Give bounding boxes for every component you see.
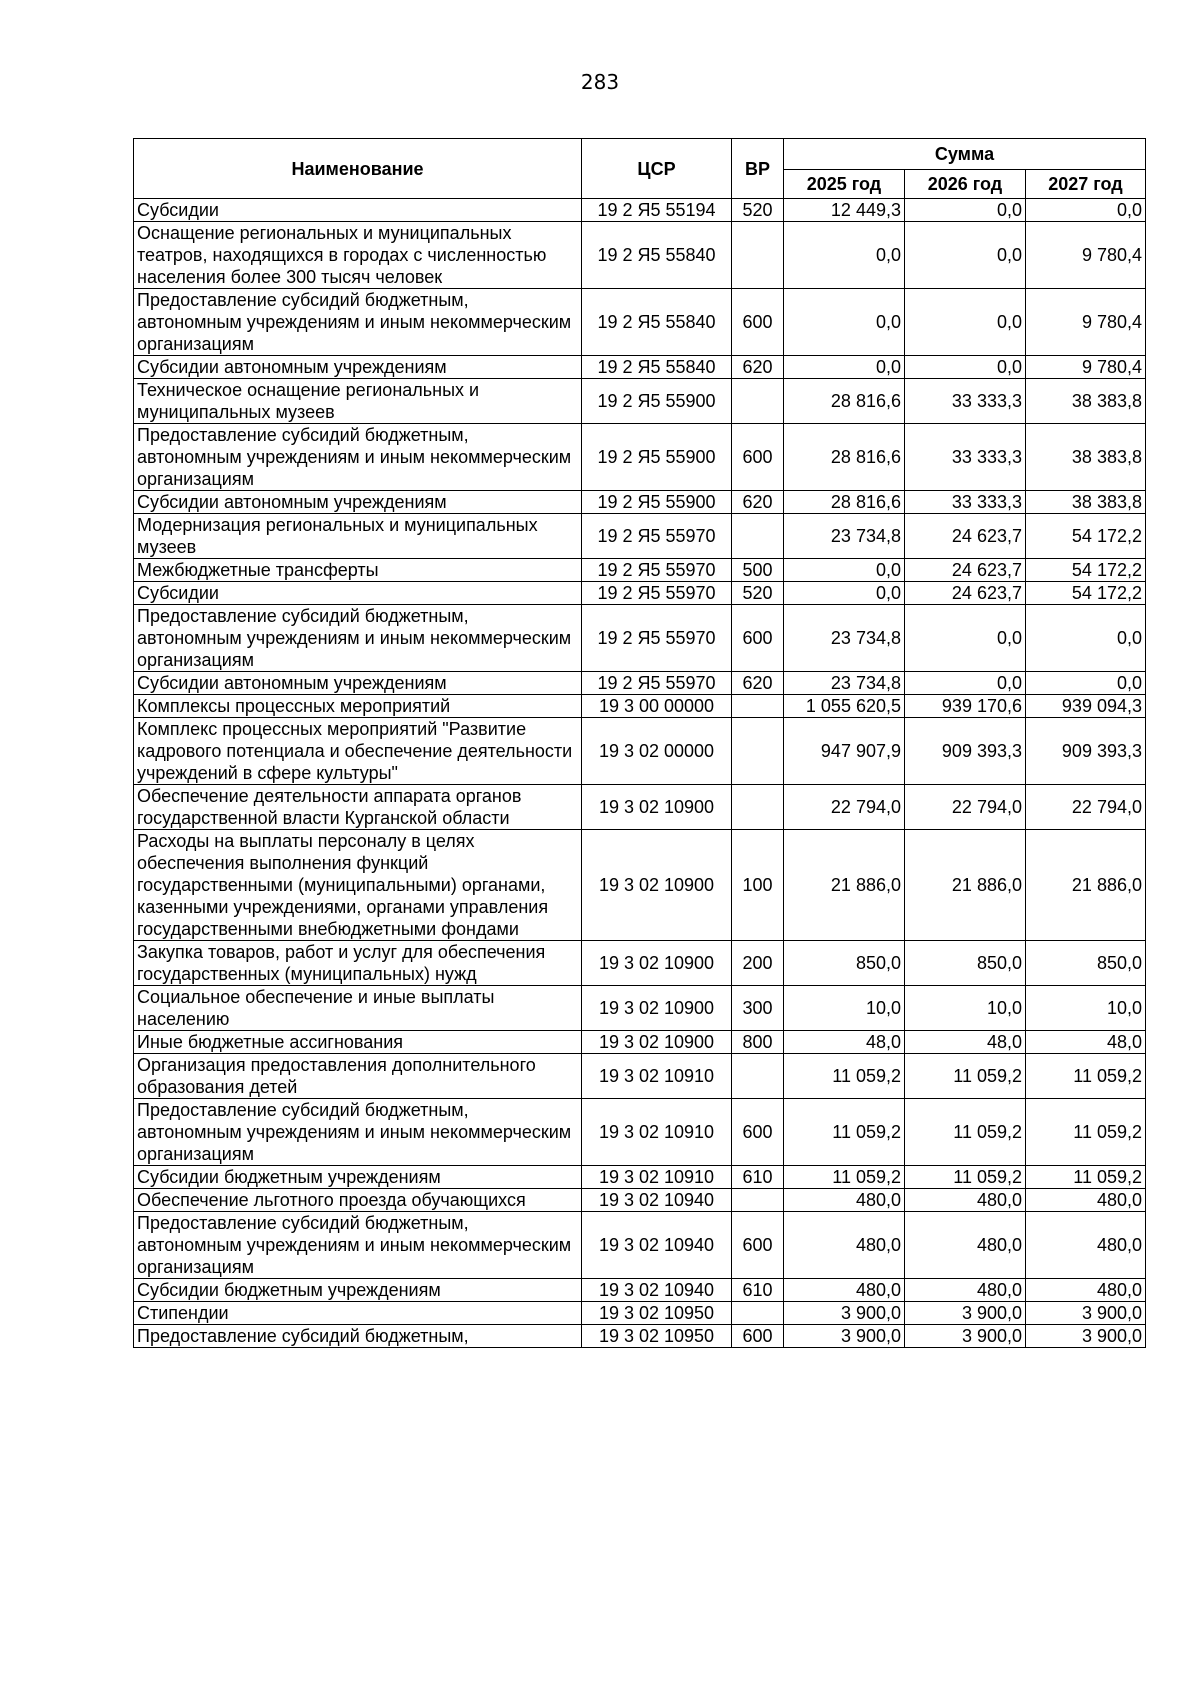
table-row [134, 672, 1146, 695]
row-amount-2027-cell: 9 780,4 [1026, 289, 1146, 356]
row-amount-2026-cell: 0,0 [905, 289, 1026, 356]
row-amount-2026-cell: 33 333,3 [905, 491, 1026, 514]
row-vr-cell: 520 [732, 199, 784, 222]
row-vr-cell [732, 222, 784, 289]
table-row [134, 1031, 1146, 1054]
row-csr-cell: 19 2 Я5 55840 [582, 222, 732, 289]
row-amount-2025-cell: 11 059,2 [784, 1166, 905, 1189]
row-amount-2025-cell: 23 734,8 [784, 514, 905, 559]
row-amount-2025-cell: 0,0 [784, 222, 905, 289]
page-number: 283 [580, 70, 620, 94]
table-row [134, 491, 1146, 514]
row-amount-2027-cell: 54 172,2 [1026, 582, 1146, 605]
row-csr-cell: 19 3 02 00000 [582, 718, 732, 785]
table-row [134, 718, 1146, 785]
row-amount-2026-cell: 21 886,0 [905, 830, 1026, 941]
row-csr-cell: 19 2 Я5 55900 [582, 379, 732, 424]
row-amount-2026-cell: 0,0 [905, 222, 1026, 289]
row-vr-cell: 600 [732, 605, 784, 672]
row-vr-cell: 600 [732, 1212, 784, 1279]
row-name-cell: Предоставление субсидий бюджетным, автономным учреждениям и иным некоммерческим организациям [134, 424, 582, 491]
row-amount-2026-cell: 33 333,3 [905, 424, 1026, 491]
row-csr-cell: 19 3 02 10910 [582, 1054, 732, 1099]
row-amount-2026-cell: 850,0 [905, 941, 1026, 986]
row-name-cell: Социальное обеспечение и иные выплаты населению [134, 986, 582, 1031]
row-name-cell: Оснащение региональных и муниципальных театров, находящихся в городах с численностью населения более 300 тысяч человек [134, 222, 582, 289]
row-amount-2026-cell: 0,0 [905, 605, 1026, 672]
table-row [134, 1189, 1146, 1212]
row-vr-cell: 800 [732, 1031, 784, 1054]
table-row [134, 199, 1146, 222]
row-amount-2027-cell: 11 059,2 [1026, 1166, 1146, 1189]
table-row [134, 830, 1146, 941]
row-amount-2025-cell: 0,0 [784, 559, 905, 582]
row-amount-2026-cell: 0,0 [905, 199, 1026, 222]
row-amount-2025-cell: 1 055 620,5 [784, 695, 905, 718]
row-amount-2025-cell: 0,0 [784, 582, 905, 605]
row-amount-2026-cell: 24 623,7 [905, 559, 1026, 582]
row-csr-cell: 19 3 02 10900 [582, 941, 732, 986]
row-name-cell: Техническое оснащение региональных и муниципальных музеев [134, 379, 582, 424]
row-amount-2027-cell: 10,0 [1026, 986, 1146, 1031]
row-csr-cell: 19 3 02 10950 [582, 1302, 732, 1325]
row-csr-cell: 19 3 00 00000 [582, 695, 732, 718]
row-csr-cell: 19 2 Я5 55194 [582, 199, 732, 222]
row-amount-2025-cell: 28 816,6 [784, 379, 905, 424]
row-name-cell: Субсидии [134, 582, 582, 605]
table-row [134, 1302, 1146, 1325]
row-amount-2027-cell: 0,0 [1026, 672, 1146, 695]
row-amount-2025-cell: 3 900,0 [784, 1325, 905, 1348]
header-csr: ЦСР [582, 139, 732, 199]
row-name-cell: Организация предоставления дополнительного образования детей [134, 1054, 582, 1099]
row-csr-cell: 19 3 02 10900 [582, 830, 732, 941]
row-name-cell: Субсидии автономным учреждениям [134, 491, 582, 514]
row-amount-2026-cell: 3 900,0 [905, 1302, 1026, 1325]
row-name-cell: Комплексы процессных мероприятий [134, 695, 582, 718]
table-row [134, 986, 1146, 1031]
row-amount-2025-cell: 22 794,0 [784, 785, 905, 830]
row-name-cell: Предоставление субсидий бюджетным, автономным учреждениям и иным некоммерческим организациям [134, 1099, 582, 1166]
row-amount-2027-cell: 11 059,2 [1026, 1099, 1146, 1166]
row-csr-cell: 19 2 Я5 55840 [582, 289, 732, 356]
row-vr-cell: 100 [732, 830, 784, 941]
header-sum: Сумма [784, 139, 1146, 170]
table-row [134, 1325, 1146, 1348]
row-csr-cell: 19 2 Я5 55970 [582, 672, 732, 695]
row-amount-2026-cell: 33 333,3 [905, 379, 1026, 424]
row-name-cell: Предоставление субсидий бюджетным, автономным учреждениям и иным некоммерческим организациям [134, 605, 582, 672]
row-amount-2027-cell: 3 900,0 [1026, 1302, 1146, 1325]
row-amount-2027-cell: 54 172,2 [1026, 559, 1146, 582]
row-name-cell: Комплекс процессных мероприятий "Развитие кадрового потенциала и обеспечение деятельности учреждений в сфере культуры" [134, 718, 582, 785]
row-amount-2026-cell: 22 794,0 [905, 785, 1026, 830]
row-amount-2027-cell: 38 383,8 [1026, 491, 1146, 514]
row-amount-2025-cell: 0,0 [784, 356, 905, 379]
table-row [134, 289, 1146, 356]
header-year-2025: 2025 год [784, 170, 905, 199]
row-amount-2027-cell: 480,0 [1026, 1189, 1146, 1212]
row-csr-cell: 19 3 02 10950 [582, 1325, 732, 1348]
row-amount-2026-cell: 48,0 [905, 1031, 1026, 1054]
row-vr-cell [732, 1054, 784, 1099]
row-csr-cell: 19 3 02 10940 [582, 1212, 732, 1279]
table-row [134, 1054, 1146, 1099]
table-row [134, 1279, 1146, 1302]
row-name-cell: Субсидии [134, 199, 582, 222]
row-amount-2026-cell: 10,0 [905, 986, 1026, 1031]
row-amount-2025-cell: 0,0 [784, 289, 905, 356]
row-name-cell: Субсидии автономным учреждениям [134, 356, 582, 379]
row-name-cell: Закупка товаров, работ и услуг для обеспечения государственных (муниципальных) нужд [134, 941, 582, 986]
table-row [134, 559, 1146, 582]
row-name-cell: Субсидии бюджетным учреждениям [134, 1166, 582, 1189]
row-csr-cell: 19 2 Я5 55970 [582, 605, 732, 672]
row-vr-cell: 500 [732, 559, 784, 582]
row-amount-2025-cell: 480,0 [784, 1189, 905, 1212]
row-csr-cell: 19 2 Я5 55970 [582, 582, 732, 605]
row-amount-2026-cell: 0,0 [905, 672, 1026, 695]
row-vr-cell [732, 695, 784, 718]
row-name-cell: Межбюджетные трансферты [134, 559, 582, 582]
row-amount-2026-cell: 480,0 [905, 1279, 1026, 1302]
row-vr-cell: 600 [732, 1325, 784, 1348]
row-amount-2026-cell: 11 059,2 [905, 1166, 1026, 1189]
header-vr: ВР [732, 139, 784, 199]
row-amount-2026-cell: 24 623,7 [905, 514, 1026, 559]
row-vr-cell: 300 [732, 986, 784, 1031]
row-amount-2027-cell: 48,0 [1026, 1031, 1146, 1054]
row-vr-cell: 520 [732, 582, 784, 605]
row-amount-2027-cell: 909 393,3 [1026, 718, 1146, 785]
row-amount-2027-cell: 38 383,8 [1026, 379, 1146, 424]
row-amount-2025-cell: 11 059,2 [784, 1099, 905, 1166]
row-name-cell: Обеспечение деятельности аппарата органов государственной власти Курганской области [134, 785, 582, 830]
row-amount-2026-cell: 3 900,0 [905, 1325, 1026, 1348]
table-row [134, 582, 1146, 605]
row-vr-cell [732, 1302, 784, 1325]
budget-table [133, 138, 1146, 1348]
row-amount-2025-cell: 12 449,3 [784, 199, 905, 222]
row-vr-cell [732, 1189, 784, 1212]
row-vr-cell: 600 [732, 1099, 784, 1166]
row-vr-cell: 610 [732, 1279, 784, 1302]
row-name-cell: Иные бюджетные ассигнования [134, 1031, 582, 1054]
row-csr-cell: 19 3 02 10900 [582, 1031, 732, 1054]
row-vr-cell: 620 [732, 672, 784, 695]
row-name-cell: Модернизация региональных и муниципальных музеев [134, 514, 582, 559]
row-csr-cell: 19 3 02 10940 [582, 1189, 732, 1212]
row-amount-2027-cell: 850,0 [1026, 941, 1146, 986]
table-row [134, 605, 1146, 672]
row-amount-2027-cell: 22 794,0 [1026, 785, 1146, 830]
row-amount-2027-cell: 0,0 [1026, 199, 1146, 222]
row-vr-cell: 610 [732, 1166, 784, 1189]
row-amount-2026-cell: 480,0 [905, 1189, 1026, 1212]
row-csr-cell: 19 3 02 10900 [582, 986, 732, 1031]
row-amount-2025-cell: 23 734,8 [784, 672, 905, 695]
row-amount-2027-cell: 54 172,2 [1026, 514, 1146, 559]
row-vr-cell: 200 [732, 941, 784, 986]
row-amount-2025-cell: 28 816,6 [784, 424, 905, 491]
row-name-cell: Субсидии бюджетным учреждениям [134, 1279, 582, 1302]
header-year-2026: 2026 год [905, 170, 1026, 199]
row-vr-cell: 620 [732, 491, 784, 514]
row-csr-cell: 19 2 Я5 55900 [582, 491, 732, 514]
row-amount-2025-cell: 11 059,2 [784, 1054, 905, 1099]
table-row [134, 514, 1146, 559]
row-name-cell: Предоставление субсидий бюджетным, [134, 1325, 582, 1348]
row-vr-cell [732, 718, 784, 785]
row-amount-2027-cell: 9 780,4 [1026, 222, 1146, 289]
table-row [134, 1099, 1146, 1166]
table-body [134, 199, 1146, 1348]
row-name-cell: Обеспечение льготного проезда обучающихся [134, 1189, 582, 1212]
row-vr-cell [732, 379, 784, 424]
row-amount-2026-cell: 24 623,7 [905, 582, 1026, 605]
row-amount-2025-cell: 947 907,9 [784, 718, 905, 785]
row-amount-2026-cell: 480,0 [905, 1212, 1026, 1279]
row-amount-2025-cell: 480,0 [784, 1279, 905, 1302]
row-name-cell: Предоставление субсидий бюджетным, автономным учреждениям и иным некоммерческим организациям [134, 289, 582, 356]
row-amount-2025-cell: 48,0 [784, 1031, 905, 1054]
table-row [134, 356, 1146, 379]
table-row [134, 424, 1146, 491]
table-header [134, 139, 1146, 199]
row-amount-2025-cell: 28 816,6 [784, 491, 905, 514]
row-name-cell: Предоставление субсидий бюджетным, автономным учреждениям и иным некоммерческим организациям [134, 1212, 582, 1279]
header-year-2027: 2027 год [1026, 170, 1146, 199]
table-row [134, 222, 1146, 289]
row-amount-2025-cell: 23 734,8 [784, 605, 905, 672]
row-amount-2027-cell: 480,0 [1026, 1212, 1146, 1279]
row-amount-2025-cell: 850,0 [784, 941, 905, 986]
row-amount-2026-cell: 11 059,2 [905, 1099, 1026, 1166]
row-amount-2027-cell: 38 383,8 [1026, 424, 1146, 491]
table-row [134, 941, 1146, 986]
header-name: Наименование [134, 139, 582, 199]
row-vr-cell: 600 [732, 289, 784, 356]
table-row [134, 785, 1146, 830]
row-amount-2026-cell: 939 170,6 [905, 695, 1026, 718]
row-amount-2025-cell: 10,0 [784, 986, 905, 1031]
row-amount-2025-cell: 480,0 [784, 1212, 905, 1279]
row-name-cell: Расходы на выплаты персоналу в целях обеспечения выполнения функций государственными (муниципальными) органами, казенными учреждениями, органами управления государственными внебюджетными фондами [134, 830, 582, 941]
row-csr-cell: 19 2 Я5 55900 [582, 424, 732, 491]
row-amount-2026-cell: 909 393,3 [905, 718, 1026, 785]
table-row [134, 379, 1146, 424]
row-amount-2027-cell: 3 900,0 [1026, 1325, 1146, 1348]
row-vr-cell: 600 [732, 424, 784, 491]
row-amount-2027-cell: 11 059,2 [1026, 1054, 1146, 1099]
row-amount-2027-cell: 9 780,4 [1026, 356, 1146, 379]
row-csr-cell: 19 2 Я5 55970 [582, 559, 732, 582]
table-row [134, 1166, 1146, 1189]
row-name-cell: Стипендии [134, 1302, 582, 1325]
table-row [134, 695, 1146, 718]
row-amount-2025-cell: 21 886,0 [784, 830, 905, 941]
row-csr-cell: 19 3 02 10900 [582, 785, 732, 830]
row-vr-cell [732, 785, 784, 830]
row-amount-2025-cell: 3 900,0 [784, 1302, 905, 1325]
row-amount-2027-cell: 0,0 [1026, 605, 1146, 672]
row-csr-cell: 19 3 02 10910 [582, 1166, 732, 1189]
table-row [134, 1212, 1146, 1279]
row-csr-cell: 19 3 02 10910 [582, 1099, 732, 1166]
row-amount-2026-cell: 0,0 [905, 356, 1026, 379]
row-csr-cell: 19 2 Я5 55970 [582, 514, 732, 559]
row-amount-2027-cell: 939 094,3 [1026, 695, 1146, 718]
row-name-cell: Субсидии автономным учреждениям [134, 672, 582, 695]
row-vr-cell: 620 [732, 356, 784, 379]
row-amount-2026-cell: 11 059,2 [905, 1054, 1026, 1099]
row-vr-cell [732, 514, 784, 559]
row-csr-cell: 19 3 02 10940 [582, 1279, 732, 1302]
row-amount-2027-cell: 480,0 [1026, 1279, 1146, 1302]
row-csr-cell: 19 2 Я5 55840 [582, 356, 732, 379]
row-amount-2027-cell: 21 886,0 [1026, 830, 1146, 941]
